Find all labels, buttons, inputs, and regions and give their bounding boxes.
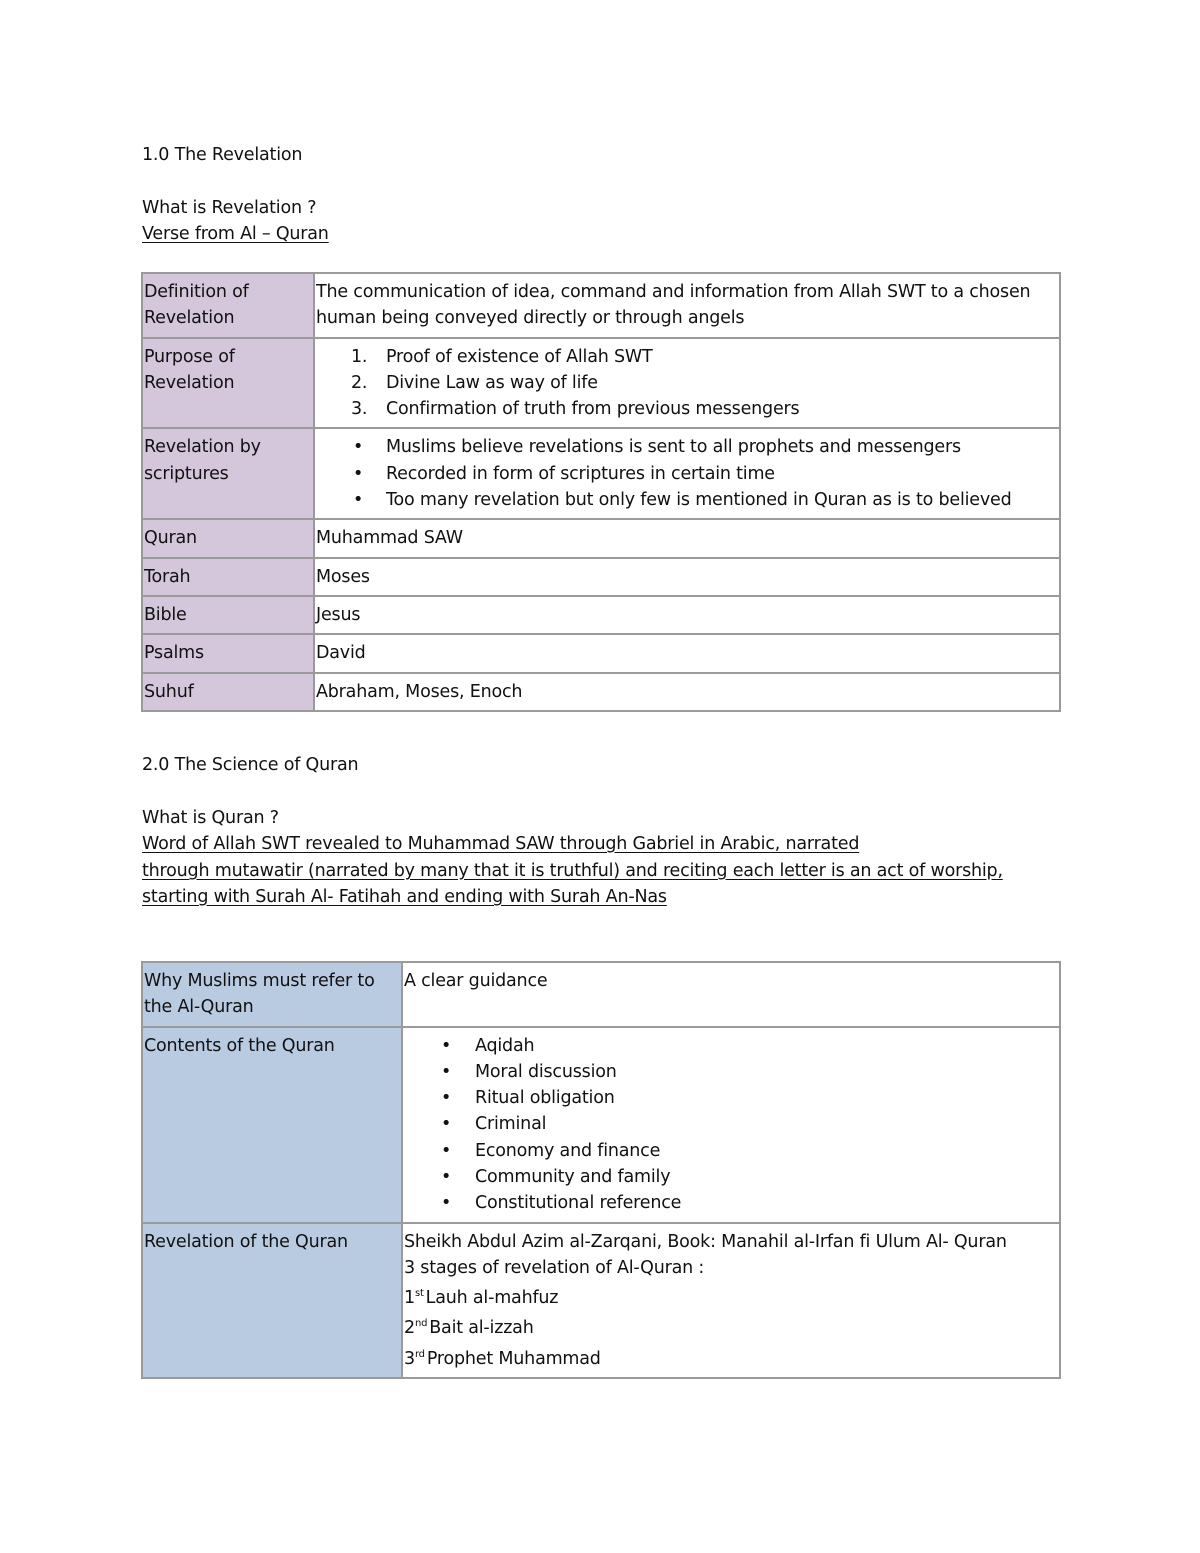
- list-item: [404, 1085, 1056, 1111]
- revelation-label: Revelation of the Quran: [142, 1223, 402, 1378]
- stage-text: Lauh al-mahfuz: [425, 1288, 559, 1309]
- stage-text: Bait al-izzah: [429, 1318, 534, 1339]
- list-number: 2.: [351, 372, 368, 393]
- list-item-text: Aqidah: [475, 1035, 535, 1056]
- stage-item: [404, 1311, 1056, 1341]
- stage-item: [404, 1281, 1056, 1311]
- list-item-text: Recorded in form of scriptures in certain time: [386, 463, 775, 484]
- scripture-name: Psalms: [142, 634, 314, 672]
- contents-list: [404, 1033, 1056, 1217]
- stage-number: 2: [404, 1318, 415, 1339]
- purpose-value: [314, 338, 1060, 429]
- list-item-text: Divine Law as way of life: [386, 372, 598, 393]
- bullet-icon: •: [353, 463, 364, 484]
- scripture-name: Torah: [142, 558, 314, 596]
- quran-table: [141, 961, 1061, 1379]
- why-label-line: Why Muslims must refer to: [144, 971, 375, 991]
- stage-ordinal: st: [414, 1288, 424, 1300]
- table-row: [142, 634, 1060, 672]
- why-label-line: the Al-Quran: [144, 997, 254, 1018]
- scripture-prophet: Abraham, Moses, Enoch: [314, 673, 1060, 711]
- list-item: [316, 396, 1056, 422]
- why-value: A clear guidance: [402, 962, 1060, 1027]
- list-item: [316, 461, 1056, 487]
- scripture-prophet: David: [314, 634, 1060, 672]
- contents-label: Contents of the Quran: [142, 1027, 402, 1223]
- definition-value: [314, 273, 1060, 338]
- stage-number: 3: [404, 1348, 415, 1369]
- table-row: [142, 596, 1060, 634]
- list-item-text: Economy and finance: [475, 1140, 661, 1161]
- list-item-text: Ritual obligation: [475, 1088, 615, 1109]
- list-item: [316, 487, 1056, 513]
- bullet-icon: •: [441, 1061, 452, 1082]
- list-item: [404, 1138, 1056, 1164]
- bullet-icon: •: [441, 1114, 452, 1135]
- quran-definition-line: through mutawatir (narrated by many that it is truthful) and reciting each letter is an act of worship,: [142, 861, 1003, 881]
- section1-heading: 1.0 The Revelation: [142, 145, 303, 165]
- table-row: [142, 1027, 1060, 1223]
- table-row: [142, 338, 1060, 429]
- why-label: [142, 962, 402, 1027]
- list-item: [316, 344, 1056, 370]
- quran-definition-line: Word of Allah SWT revealed to Muhammad SAW through Gabriel in Arabic, narrated: [142, 834, 860, 854]
- table-row: [142, 1223, 1060, 1378]
- definition-line: The communication of idea, command and information from Allah SWT to a chosen: [316, 282, 1031, 302]
- table-row: [142, 428, 1060, 519]
- definition-label: Definition of Revelation: [142, 273, 314, 338]
- list-item: [404, 1190, 1056, 1216]
- stage-ordinal: nd: [414, 1318, 428, 1330]
- bullet-icon: •: [441, 1167, 452, 1188]
- stage-ordinal: rd: [414, 1348, 425, 1360]
- list-item-text: Too many revelation but only few is mentioned in Quran as is to believed: [386, 490, 1012, 511]
- list-item: [404, 1111, 1056, 1137]
- revelation-value: [402, 1223, 1060, 1378]
- scripture-name: Suhuf: [142, 673, 314, 711]
- table-row: [142, 519, 1060, 557]
- section2-question: What is Quran ?: [142, 808, 279, 828]
- list-item: [404, 1033, 1056, 1059]
- definition-line: human being conveyed directly or through angels: [316, 308, 745, 329]
- list-item-text: Constitutional reference: [475, 1193, 682, 1214]
- list-item: [316, 434, 1056, 460]
- scripture-prophet: Moses: [314, 558, 1060, 596]
- section2-heading: 2.0 The Science of Quran: [142, 755, 359, 775]
- scripture-prophet: Jesus: [314, 596, 1060, 634]
- purpose-label: Purpose of Revelation: [142, 338, 314, 429]
- scripture-name: Quran: [142, 519, 314, 557]
- table-row: [142, 962, 1060, 1027]
- list-item: [404, 1164, 1056, 1190]
- bullet-icon: •: [441, 1140, 452, 1161]
- table-row: [142, 558, 1060, 596]
- list-item-text: Confirmation of truth from previous messengers: [386, 399, 800, 420]
- list-item-text: Moral discussion: [475, 1061, 617, 1082]
- scripture-name: Bible: [142, 596, 314, 634]
- quran-definition-line: starting with Surah Al- Fatihah and ending with Surah An-Nas: [142, 887, 667, 907]
- list-item-text: Criminal: [475, 1114, 547, 1135]
- stage-item: [404, 1342, 1056, 1372]
- bullet-icon: •: [441, 1035, 452, 1056]
- stages-title: 3 stages of revelation of Al-Quran :: [404, 1257, 705, 1278]
- table-row: [142, 673, 1060, 711]
- revelation-table: [141, 272, 1061, 712]
- list-number: 3.: [351, 399, 368, 420]
- bullet-icon: •: [353, 490, 364, 511]
- bullet-icon: •: [441, 1088, 452, 1109]
- list-item: [404, 1059, 1056, 1085]
- scriptures-value: [314, 428, 1060, 519]
- contents-value: [402, 1027, 1060, 1223]
- stage-text: Prophet Muhammad: [426, 1348, 601, 1369]
- list-item-text: Community and family: [475, 1167, 671, 1188]
- list-item-text: Muslims believe revelations is sent to all prophets and messengers: [386, 437, 961, 458]
- scriptures-list: [316, 434, 1056, 513]
- scriptures-label: Revelation by scriptures: [142, 428, 314, 519]
- scripture-prophet: Muhammad SAW: [314, 519, 1060, 557]
- list-item: [316, 370, 1056, 396]
- revelation-source: Sheikh Abdul Azim al-Zarqani, Book: Manahil al-Irfan fi Ulum Al- Quran: [404, 1231, 1007, 1252]
- list-item-text: Proof of existence of Allah SWT: [386, 346, 653, 367]
- purpose-list: [316, 344, 1056, 423]
- stage-number: 1: [404, 1288, 415, 1309]
- table-row: [142, 273, 1060, 338]
- bullet-icon: •: [441, 1193, 452, 1214]
- section1-question: What is Revelation ?: [142, 198, 317, 218]
- list-number: 1.: [351, 346, 368, 367]
- verse-link[interactable]: Verse from Al – Quran: [142, 224, 329, 244]
- bullet-icon: •: [353, 437, 364, 458]
